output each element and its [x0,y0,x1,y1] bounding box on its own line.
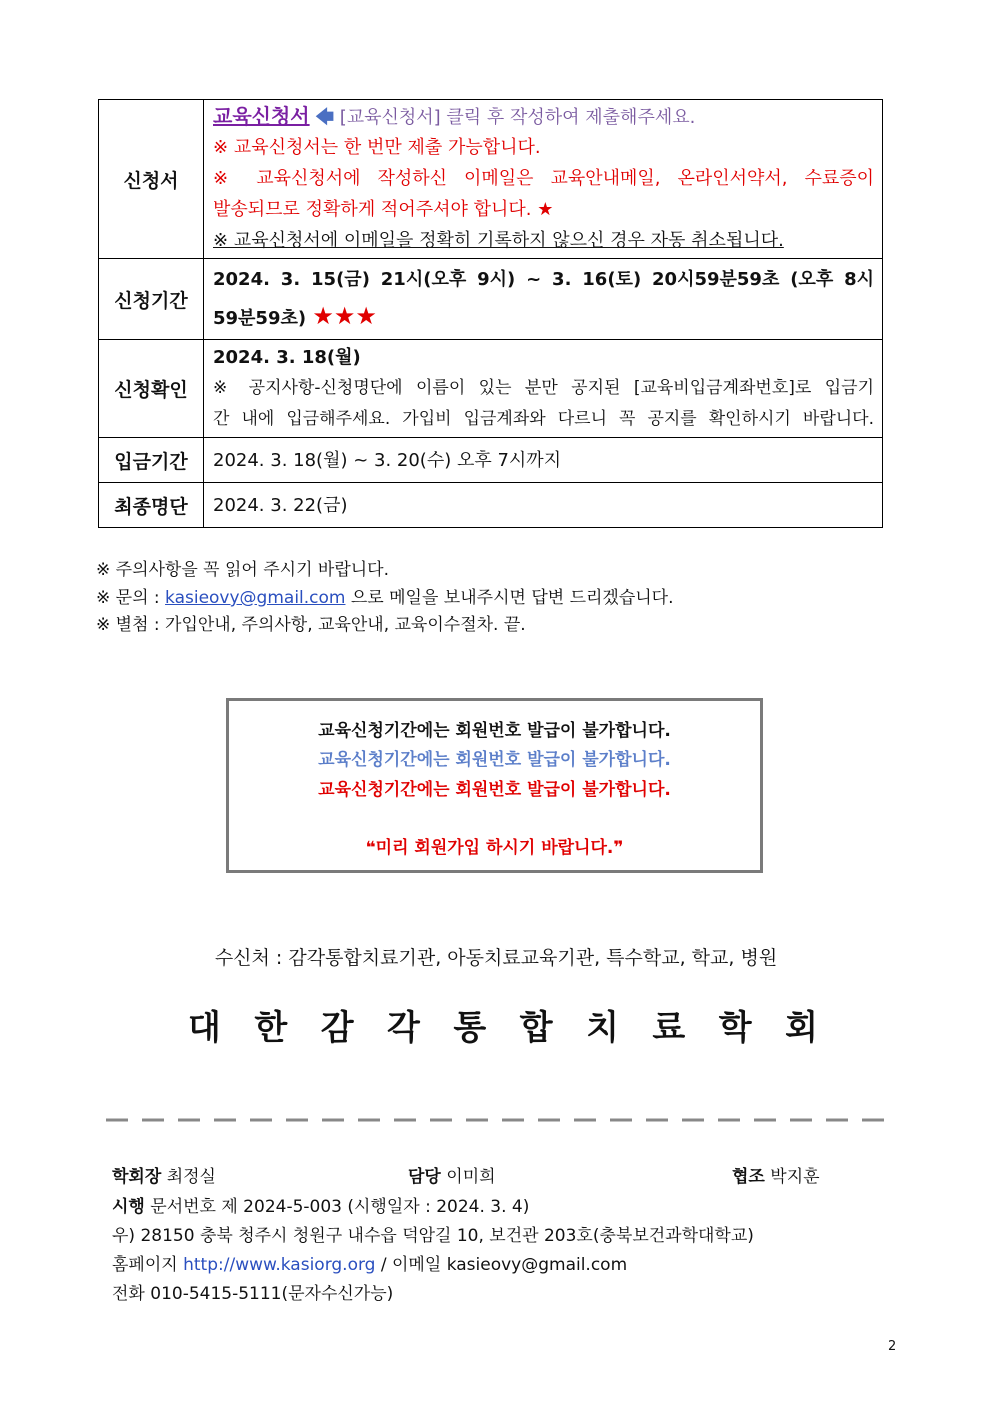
footer-email[interactable]: kasieovy@gmail.com [446,1255,628,1275]
coop-name: 박지훈 [770,1167,820,1187]
society-char: 각 [387,1008,420,1048]
confirm-note-b: 간 내에 입금해주세요. 가입비 입금계좌와 다르니 꼭 공지를 확인하시기 바랍니다. [213,409,874,429]
issue-label: 시행 [112,1197,145,1217]
president-name: 최정실 [166,1167,216,1187]
inquiry-email-link[interactable]: kasieovy@gmail.com [165,588,346,608]
form-instruction: [교육신청서] 클릭 후 작성하여 제출해주세요. [339,107,696,128]
notice-line-red: 교육신청기간에는 회원번호 발급이 불가합니다. [318,780,671,800]
table-row [99,259,883,340]
footer-cooperation [732,1162,820,1187]
footer-issue [112,1192,529,1217]
quote-close-icon: ❞ [613,838,624,858]
society-char: 료 [652,1008,686,1048]
application-confirm-cell [204,340,883,438]
table-row [99,100,883,259]
period-line-1: 2024. 3. 15(금) 21시(오후 9시) ~ 3. 16(토) 20시59분59초 (오후 8시 [213,268,874,290]
footer-address: 우) 28150 충북 청주시 청원구 내수읍 덕암길 10, 보건관 203호(충북보건과학대학교) [112,1226,754,1246]
society-char: 치 [586,1008,619,1048]
application-period-cell [204,259,883,340]
president-label: 학회장 [112,1167,162,1187]
table-row [99,438,883,483]
notice-cta [229,833,760,858]
society-char: 학 [718,1008,752,1048]
star-icon: ★★★ [312,301,377,330]
coop-label: 협조 [732,1167,765,1187]
footer-contact [112,1250,627,1275]
row-label-period: 신청기간 [99,259,204,340]
recipients: 수신처 : 감각통합치료기관, 아동치료교육기관, 특수학교, 학교, 병원 [214,947,778,969]
row-label-payment: 입금기간 [99,438,204,483]
notice-line-blue: 교육신청기간에는 회원번호 발급이 불가합니다. [318,750,671,770]
row-label-application-form: 신청서 [99,100,204,259]
application-form-link[interactable]: 교육신청서 [213,104,310,128]
society-char: 회 [785,1008,818,1048]
final-list-value: 2024. 3. 22(금) [204,483,883,528]
table-row [99,483,883,528]
note-read-caution: ※ 주의사항을 꼭 읽어 주시기 바랍니다. [96,560,389,580]
footer-president [112,1162,216,1187]
society-char: 대 [188,1008,221,1048]
star-icon: ★ [537,199,554,220]
notice-box [226,698,763,873]
arrow-left-icon: 🡄 [315,107,334,128]
payment-period-value: 2024. 3. 18(월) ~ 3. 20(수) 오후 7시까지 [204,438,883,483]
issue-text: 문서번호 제 2024-5-003 (시행일자 : 2024. 3. 4) [150,1197,530,1217]
manager-name: 이미희 [446,1167,496,1187]
footer-phone: 전화 010-5415-5111(문자수신가능) [112,1284,394,1304]
homepage-label: 홈페이지 [112,1255,178,1275]
table-row [99,340,883,438]
row-label-final: 최종명단 [99,483,204,528]
note-attachments: ※ 별첨 : 가입안내, 주의사항, 교육안내, 교육이수절차. 끝. [96,615,526,635]
confirm-note-a: ※ 공지사항-신청명단에 이름이 있는 분만 공지된 [교육비입금계좌번호]로 입금기 [213,378,874,398]
form-note-once: ※ 교육신청서는 한 번만 제출 가능합니다. [213,137,541,158]
dashed-divider [106,1118,886,1122]
inquiry-prefix: ※ 문의 : [96,588,166,608]
page-number: 2 [888,1339,897,1354]
row-label-confirm: 신청확인 [99,340,204,438]
cta-text: 미리 회원가입 하시기 바랍니다. [375,838,614,858]
society-char: 한 [254,1008,288,1048]
confirm-date: 2024. 3. 18(월) [213,347,361,368]
society-char: 통 [453,1008,487,1048]
footer-manager [408,1162,496,1187]
form-note-email-b: 발송되므로 정확하게 적어주셔야 합니다. [213,199,532,220]
form-note-cancel: ※ 교육신청서에 이메일을 정확히 기록하지 않으신 경우 자동 취소됩니다. [213,230,784,251]
notice-line-black: 교육신청기간에는 회원번호 발급이 불가합니다. [318,721,671,741]
form-note-email-a: ※ 교육신청서에 작성하신 이메일은 교육안내메일, 온라인서약서, 수료증이 [213,168,874,189]
note-inquiry [96,583,674,608]
homepage-link[interactable]: http://www.kasiorg.org [183,1255,376,1275]
inquiry-suffix: 으로 메일을 보내주시면 답변 드리겠습니다. [345,588,674,608]
email-separator: / 이메일 [375,1255,447,1275]
application-info-table [98,99,883,528]
society-char: 감 [320,1008,354,1048]
period-line-2: 59분59초) [213,307,307,329]
application-form-cell [204,100,883,259]
manager-label: 담당 [408,1167,441,1187]
quote-open-icon: ❝ [365,838,376,858]
society-name [188,1000,818,1049]
society-char: 합 [519,1008,553,1048]
